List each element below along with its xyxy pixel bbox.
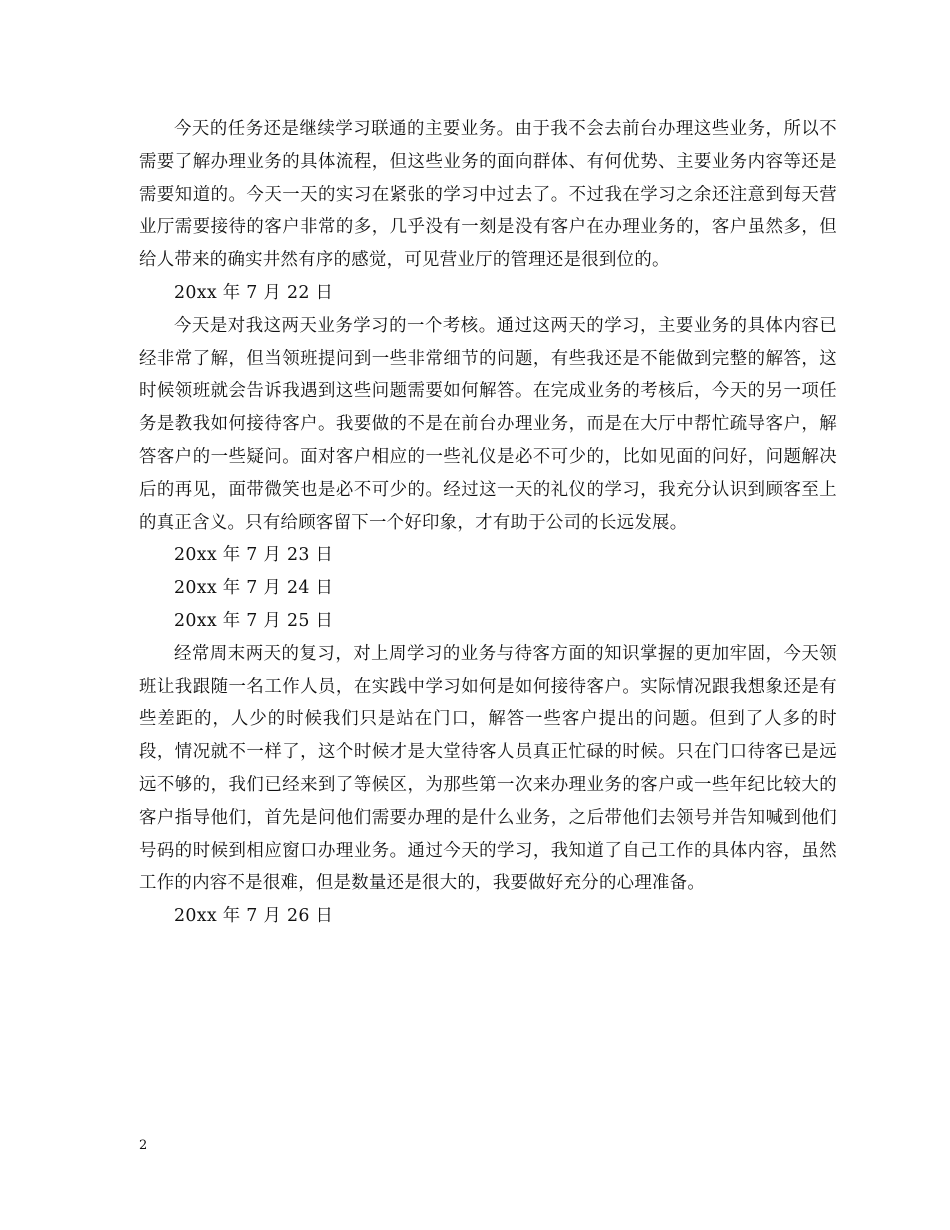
page-number: 2 <box>139 1138 148 1153</box>
paragraph-assessment-and-etiquette: 今天是对我这两天业务学习的一个考核。通过这两天的学习，主要业务的具体内容已经非常了解，但当领班提问到一些非常细节的问题，有些我还是不能做到完整的解答，这时候领班就会告诉我遇到这些问题需要如何解答。在完成业务的考核后，今天的另一项任务是教我如何接待客户。我要做的不是在前台办理业务，而是在大厅中帮忙疏导客户，解答客户的一些疑问。面对客户相应的一些礼仪是必不可少的，比如见面的问好，问题解决后的再见，面带微笑也是必不可少的。经过这一天的礼仪的学习，我充分认识到顾客至上的真正含义。只有给顾客留下一个好印象，才有助于公司的长远发展。 <box>139 315 837 533</box>
paragraph-practical-reception: 经常周末两天的复习，对上周学习的业务与待客方面的知识掌握的更加牢固，今天领班让我跟随一名工作人员，在实践中学习如何是如何接待客户。实际情况跟我想象还是有些差距的，人少的时候我们只是站在门口，解答一些客户提出的问题。但到了人多的时段，情况就不一样了，这个时候才是大堂待客人员真正忙碌的时候。只在门口待客已是远远不够的，我们已经来到了等候区，为那些第一次来办理业务的客户或一些年纪比较大的客户指导他们，首先是问他们需要办理的是什么业务，之后带他们去领号并告知喊到他们号码的时候到相应窗口办理业务。通过今天的学习，我知道了自己工作的具体内容，虽然工作的内容不是很难，但是数量还是很大的，我要做好充分的心理准备。 <box>139 643 837 894</box>
paragraph-task-review: 今天的任务还是继续学习联通的主要业务。由于我不会去前台办理这些业务，所以不需要了解办理业务的具体流程，但这些业务的面向群体、有何优势、主要业务内容等还是需要知道的。今天一天的实习在紧张的学习中过去了。不过我在学习之余还注意到每天营业厅需要接待的客户非常的多，几乎没有一刻是没有客户在办理业务的，客户虽然多，但给人带来的确实井然有序的感觉，可见营业厅的管理还是很到位的。 <box>139 119 837 271</box>
date-entry-july-22: 20xx 年 7 月 22 日 <box>174 282 334 303</box>
date-entry-july-25: 20xx 年 7 月 25 日 <box>174 610 334 631</box>
document-body <box>139 113 837 933</box>
date-entry-july-23: 20xx 年 7 月 23 日 <box>174 545 334 566</box>
date-entry-july-24: 20xx 年 7 月 24 日 <box>174 578 334 599</box>
date-entry-july-26: 20xx 年 7 月 26 日 <box>174 906 334 927</box>
